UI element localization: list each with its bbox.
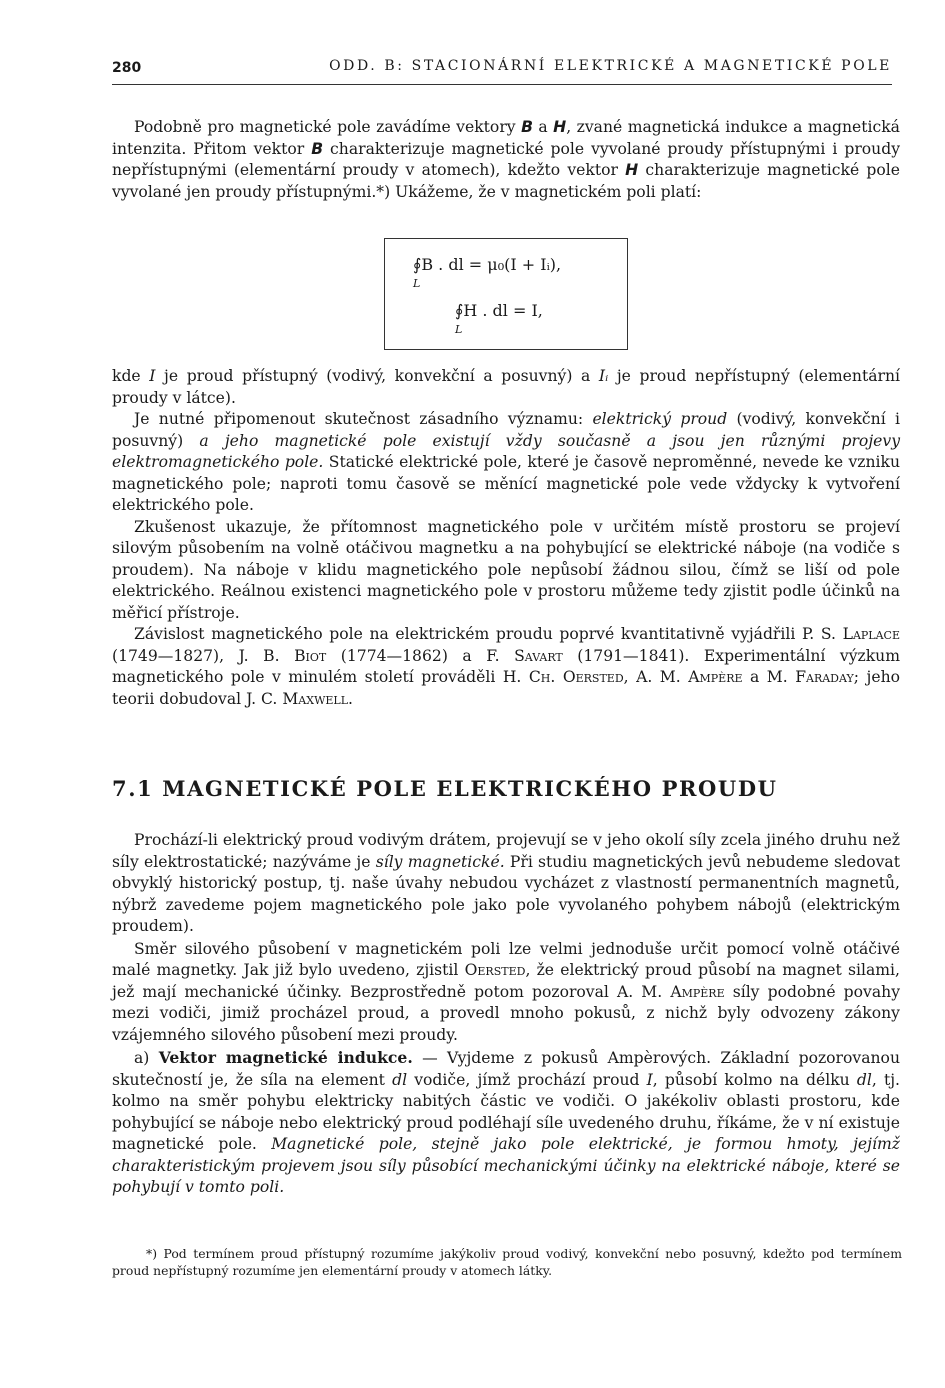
section-paragraph-2 [112,939,900,1047]
text-run: a [532,118,554,136]
text-run: a M. [742,668,796,686]
emphasis-text: elektrický proud [592,410,728,428]
vector-b: B [521,118,533,136]
subsection-heading: Vektor magnetické indukce. [158,1048,413,1067]
text-run: , tj. kolmo na směr pohybu elektricky nabitých částic ve vodiči. O jakékoliv oblasti prostoru, kde pohybující se náboje nebo elektrický proud podléhají síle uvedeného druhu, říkáme, že v ní existuje magnetické pole. [112,1070,900,1153]
page-number: 280 [112,60,142,76]
vector-h: H [553,118,567,136]
text-run: . [348,689,353,708]
formula-explanation-paragraph [112,366,900,409]
text-run: Při studiu magnetických jevů nebudeme sledovat obvyklý historický postup, tj. naše úvahy nebudou vycházet z vlastností permanentních magnetů, nýbrž zavedeme pojem magnetického pole jako pole vyvolaného pohybem nábojů (elektrickým proudem). [112,852,900,935]
symbol-inaccessible-current: Iᵢ [598,367,609,385]
text-run: (1791—1841). Experimentální výzkum magnetického pole v minulém století prováděli H. [112,646,900,686]
text-run: je proud nepřístupný (elementární proudy v látce). [112,367,900,407]
text-run: ; jeho teorii dobudoval J. C. [112,668,900,708]
name-oersted: Oersted [464,961,526,979]
text-run: , působí kolmo na délku [652,1070,857,1089]
formula-box [384,238,628,350]
text-run: Prochází-li elektrický proud vodivým drátem, projevují se v jeho okolí síly zcela jiného druhu než síly elektrostatické; nazýváme je [112,831,900,871]
symbol-dl: dl [392,1070,408,1089]
page-header [112,58,892,85]
name-ampere: Ampère [688,668,743,686]
emphasis-text: síly magnetické. [375,852,505,871]
name-oersted: Ch. Oersted [528,668,624,686]
text-run: charakterizuje magnetické pole vyvolané proudy přístupnými i proudy nepřístupnými (elementární proudy v atomech), kdežto vektor [112,139,900,179]
text-run: Statické elektrické pole, které je časově neproměnné, nevede ke vzniku magnetického pole; naproti tomu časově se měnící magnetické pole vede vždycky k vytvoření elektrického pole. [112,453,901,514]
name-ampere: Ampère [670,982,725,1001]
equation-b-circulation: ∮B . dl = μ₀(I + Iᵢ), [413,255,562,274]
text-run: síly podobné povahy mezi vodiči, jimiž procházel proud, a provedl mnoho pokusů, z nichž byly odvozeny zákony vzájemného silového působení mezi proudy. [112,982,901,1044]
text-run: , A. M. [623,668,689,686]
symbol-current: I [149,367,156,385]
section-paragraph-1 [112,830,900,938]
history-paragraph [112,624,900,710]
text-run: Je nutné připomenout skutečnost zásadního významu: [134,410,593,428]
experience-paragraph: Zkušenost ukazuje, že přítomnost magnetického pole v určitém místě prostoru se projeví silovým působením na volně otáčivou magnetku a na pohybující se elektrické náboje (na vodiče s proudem). Na náboje v klidu magnetického pole nepůsobí žádnou silou, čímž se liší od pole elektrického. Reálnou existenci magnetického pole v prostoru můžeme tedy zjistit podle účinků na měřicí přístroje. [112,517,900,622]
text-run: Podobně pro magnetické pole zavádíme vektory [134,118,522,136]
text-run: , že elektrický proud působí na magnet silami, jež mají mechanické účinky. Bezprostředně potom pozoroval A. M. [112,961,900,1001]
text-run: , zvané magnetická indukce a magnetická intenzita. Přitom vektor [112,118,900,158]
equation-h-contour-label: L [455,323,463,336]
name-savart: Savart [514,646,563,665]
text-run: Závislost magnetického pole na elektrickém proudu poprvé kvantitativně vyjádřili P. S. [134,625,843,643]
after-formula-block [112,366,900,710]
text-run: je proud přístupný (vodivý, konvekční a posuvný) a [155,367,599,385]
text-run: (1774—1862) a F. [326,646,515,665]
footnote [112,1245,902,1279]
name-biot: Biot [294,646,327,665]
intro-paragraph [112,117,900,203]
section-heading: 7.1 MAGNETICKÉ POLE ELEKTRICKÉHO PROUDU [112,776,778,801]
intro-paragraph-block [112,117,900,203]
text-run: a) [134,1049,159,1067]
key-fact-paragraph [112,409,900,517]
emphasis-text: Magnetické pole, stejně jako pole elektrické, je formou hmoty, jejímž charakteristickým projevem jsou síly působící mechanickými účinky na elektrické náboje, které se pohybují v tomto poli. [112,1135,900,1196]
text-run: — Vyjdeme z pokusů Ampèrových. Základní pozorovanou skutečností je, že síla na element [112,1049,900,1089]
text-run: Směr silového působení v magnetickém poli lze velmi jednoduše určit pomocí volně otáčivé malé magnetky. Jak již bylo uvedeno, zjistil [112,939,900,979]
vector-b: B [311,139,324,158]
equation-h-circulation: ∮H . dl = I, [455,301,543,320]
section-paragraph-3 [112,1047,900,1199]
name-faraday: Faraday [795,668,854,686]
text-run: (vodivý, konvekční i posuvný) [112,410,900,450]
text-run: vodiče, jímž prochází proud [407,1070,647,1089]
emphasis-text: a jeho magnetické pole existují vždy současně a jsou jen různými projevy elektromagnetického pole. [112,431,901,471]
text-run: (1749—1827), J. B. [112,646,295,665]
symbol-current: I [646,1070,653,1089]
section-body-block [112,830,900,1199]
name-maxwell: Maxwell [282,689,349,708]
vector-h: H [625,161,639,179]
name-laplace: Laplace [842,625,900,643]
text-run: kde [112,367,150,385]
equation-b-contour-label: L [413,277,421,290]
footnote-text: *) Pod termínem proud přístupný rozumíme jakýkoliv proud vodivý, konvekční nebo posuvný, kdežto pod termínem proud nepřístupný rozumíme jen elementární proudy v atomech látky. [112,1246,902,1278]
text-run: charakterizuje magnetické pole vyvolané jen proudy přístupnými.*) Ukážeme, že v magnetickém poli platí: [112,161,900,201]
running-head: ODD. B: STACIONÁRNÍ ELEKTRICKÉ A MAGNETICKÉ POLE [329,58,892,74]
symbol-dl: dl [856,1070,872,1089]
